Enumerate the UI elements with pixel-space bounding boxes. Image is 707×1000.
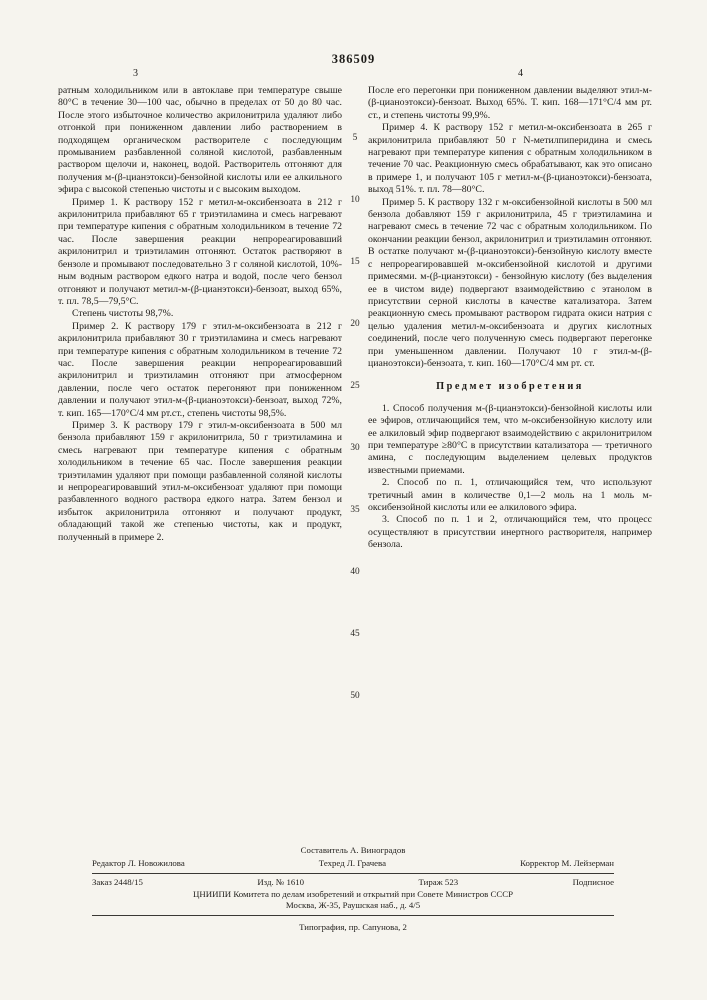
- compiler-credit: Составитель А. Виноградов: [300, 845, 406, 855]
- paragraph: ратным холодильником или в автоклаве при температуре свыше 80°С в течение 30—100 час, обычно в пределах от 50 до 80 час. После этого избыточное количество акрилонитрила удаляют либо отгонкой при пониженном давлении либо растворением в подходящем органическом растворителе с последующим промыванием разбавленной соляной кислотой, разбавленным раствором щелочи и, наконец, водой. Растворитель отгоняют для получения м-(β-цианэтокси)-бензойной кислоты или ее алкильного эфира с высокой степенью чистоты и с высоким выходом.: [58, 85, 342, 196]
- line-number: 20: [350, 319, 360, 329]
- line-number: 30: [350, 443, 360, 453]
- footer-imprint: [92, 845, 614, 933]
- claims-heading: Предмет изобретения: [436, 381, 584, 393]
- printing-house-line: Типография, пр. Сапунова, 2: [299, 922, 407, 932]
- line-number: 15: [350, 257, 360, 267]
- paragraph-purity-note: Степень чистоты 98,7%.: [72, 308, 174, 320]
- divider-line: [92, 915, 614, 916]
- page-column-number-right: 4: [518, 68, 523, 79]
- editor-credit: Редактор Л. Новожилова: [92, 858, 185, 868]
- line-number: 5: [352, 133, 358, 143]
- claim-2: 2. Способ по п. 1, отличающийся тем, что используют третичный амин в количестве 0,1—2 моль на 1 моль м-оксибензойной кислоты или ее алкилового эфира.: [368, 477, 652, 513]
- claim-3: 3. Способ по п. 1 и 2, отличающийся тем, что процесс осуществляют в присутствии инертного растворителя, например бензола.: [368, 514, 652, 551]
- paragraph-example-1: Пример 1. К раствору 152 г метил-м-оксибензоата в 212 г акрилонитрила прибавляют 65 г триэтиламина и смесь нагревают при температуре кипения с обратным холодильником в течение 72 час. После завершения реакции непрореагировавший акрилонитрил и триэтиламин отгоняют. Остаток растворяют в бензоле и промывают последовательно 3 г соляной кислотой, 10%-ным водным раствором едкого натра и водой, после чего бензол отгоняют и получают метил-м-(β-цианэтокси)-бензоат, выход 65%, т. пл. 78,5—79,5°С.: [58, 196, 342, 307]
- organization-line: ЦНИИПИ Комитета по делам изобретений и открытий при Совете Министров СССР: [193, 889, 513, 899]
- line-number: 10: [350, 195, 360, 205]
- print-run: Тираж 523: [418, 877, 459, 887]
- techred-credit: Техред Л. Грачева: [318, 858, 387, 868]
- divider-line: [92, 873, 614, 874]
- line-number: 45: [350, 629, 360, 639]
- subscription-note: Подписное: [572, 877, 614, 887]
- paragraph: После его перегонки при пониженном давлении выделяют этил-м-(β-цианоэтокси)-бензоат. Выход 65%. Т. кип. 168—171°С/4 мм рт. ст., и степень чистоты 99,9%.: [368, 85, 652, 121]
- organization-address: Москва, Ж-35, Раушская наб., д. 4/5: [285, 900, 421, 910]
- line-number-gutter: [342, 85, 368, 701]
- line-number: 50: [350, 691, 360, 701]
- paragraph-example-2: Пример 2. К раствору 179 г этил-м-оксибензоата в 212 г акрилонитрила прибавляют 30 г триэтиламина и смесь нагревают при температуре кипения с обратным холодильником в течение 72 час. После завершения реакции непрореагировавший акрилонитрил и триэтиламин отгоняют при атмосферном давлении, после чего остаток перегоняют при пониженном давлении и получают этил-м-(β-цианоэтокси)-бензоат, выход 72%, т. кип. 165—170°С/4 мм рт.ст., степень чистоты 98,5%.: [58, 320, 342, 419]
- line-number: 25: [350, 381, 360, 391]
- order-number: Заказ 2448/15: [92, 877, 143, 887]
- patent-number: 386509: [331, 52, 376, 66]
- left-column: [58, 85, 342, 544]
- corrector-credit: Корректор М. Лейзерман: [520, 858, 614, 868]
- text-block: [58, 85, 652, 701]
- paragraph-example-3: Пример 3. К раствору 179 г этил-м-оксибензоата в 500 мл бензола прибавляют 159 г акрилонитрила, 50 г триэтиламина и смесь нагревают при температуре кипения с обратным холодильником в течение 65 час. После завершения реакции триэтиламин удаляют при помощи разбавленной соляной кислоты и непрореагировавший этил-м-оксибензоат удаляют при помощи разбавленного водного раствора едкого натра. Затем бензол и избыток акрилонитрила отгоняют и получают продукт, обладающий такой же степенью чистоты, как и продукт, полученный в примере 2.: [58, 419, 342, 543]
- line-number: 35: [350, 505, 360, 515]
- paragraph-example-4: Пример 4. К раствору 152 г метил-м-оксибензоата в 265 г акрилонитрила прибавляют 50 г N-метилпиперидина и смесь нагревают при температуре кипения с обратным холодильником в течение 70 час. Реакционную смесь обрабатывают, как это описано в примере 1, и получают 105 г метил-м-(β-цианоэтокси)-бензоата, выход 51%. т. пл. 78—80°С.: [368, 122, 652, 196]
- claim-1: 1. Способ получения м-(β-цианэтокси)-бензойной кислоты или ее эфиров, отличающийся тем, что м-оксибензойную кислоту или ее алкиловый эфир подвергают взаимодействию с акрилонитрилом при температуре ≥80°С в присутствии катализатора — третичного амина, с последующим выделением целевых продуктов известными приемами.: [368, 402, 652, 476]
- line-number: 40: [350, 567, 360, 577]
- credits-row: [92, 858, 614, 869]
- paragraph-example-5: Пример 5. К раствору 132 г м-оксибензойной кислоты в 500 мл бензола добавляют 159 г акрилонитрила, 45 г триэтиламина и нагревают смесь в течение 72 час с обратным холодильником. По окончании реакции бензол, акрилонитрил и триэтиламин отгоняют. В остатке получают м-(β-цианоэтокси)-бензойную кислоту вместе с непрореагировавшей м-оксибензойной кислотой и другими примесями. м-(β-цианэтокси) - бензойную кислоту (без выделения ее в чистом виде) подвергают взаимодействию с этанолом в присутствии серной кислоты в качестве катализатора. Затем реакционную смесь промывают раствором гидрата окиси натрия с целью удаления метил-м-оксибензоата и других кислотных соединений, после чего полученную смесь подвергают перегонке при уменьшенном давлении. Получают 10 г этил-м-(β-цианоэтокси)-бензоата, т. кип. 160—170°С/4 мм рт. ст.: [368, 196, 652, 369]
- order-row: [92, 877, 614, 888]
- page-column-number-left: 3: [133, 68, 138, 79]
- right-column: [368, 85, 652, 552]
- edition-number: Изд. № 1610: [257, 877, 305, 887]
